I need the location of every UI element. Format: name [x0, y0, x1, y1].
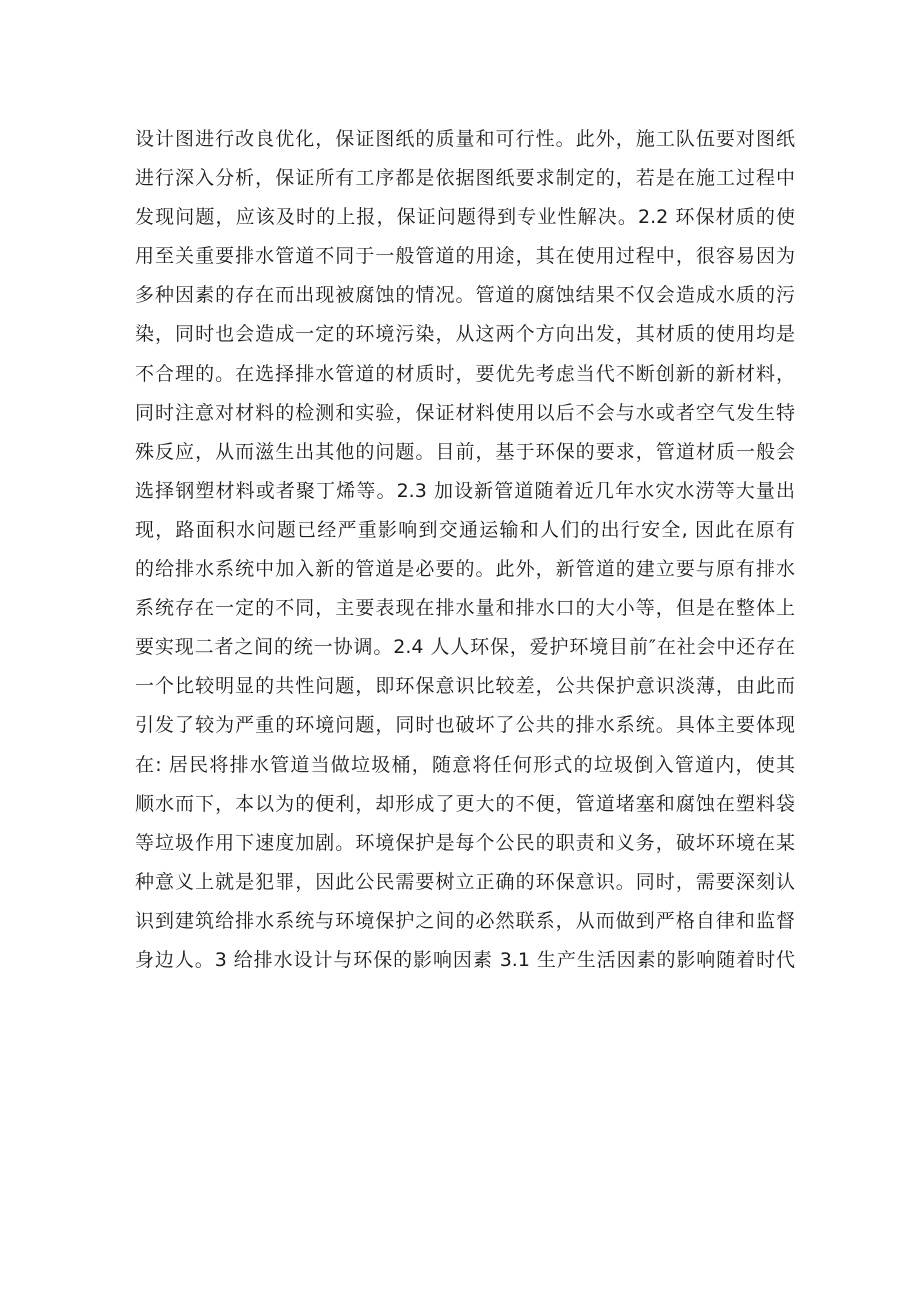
text-line-19: 等垃圾作用下速度加剧。环境保护是每个公民的职责和义务，破坏环境在某 [135, 831, 795, 854]
body-text [135, 120, 795, 980]
text-line-6: 染，同时也会造成一定的环境污染，从这两个方向出发，其材质的使用均是 [135, 323, 795, 346]
text-line-17: 在: 居民将排水管道当做垃圾桶，随意将任何形式的垃圾倒入管道内，使其 [135, 753, 795, 776]
text-line-14: 要实现二者之间的统一协调。2.4 人人环保，爱护环境目前″在社会中还存在 [135, 636, 795, 659]
text-line-22: 身边人。3 给排水设计与环保的影响因素 3.1 生产生活因素的影响随着时代 [135, 948, 795, 971]
text-line-12: 的给排水系统中加入新的管道是必要的。此外，新管道的建立要与原有排水 [135, 558, 795, 581]
text-line-20: 种意义上就是犯罪，因此公民需要树立正确的环保意识。同时，需要深刻认 [135, 870, 795, 893]
text-line-1: 设计图进行改良优化，保证图纸的质量和可行性。此外，施工队伍要对图纸 [135, 128, 795, 150]
text-line-8: 同时注意对材料的检测和实验，保证材料使用以后不会与水或者空气发生特 [135, 401, 795, 424]
text-line-18: 顺水而下，本以为的便利，却形成了更大的不便，管道堵塞和腐蚀在塑料袋 [135, 792, 795, 815]
text-line-7: 不合理的。在选择排水管道的材质时，要优先考虑当代不断创新的新材料， [135, 362, 795, 385]
text-line-10: 选择钢塑材料或者聚丁烯等。2.3 加设新管道随着近几年水灾水涝等大量出 [135, 479, 795, 502]
text-line-9: 殊反应，从而滋生出其他的问题。目前，基于环保的要求，管道材质一般会 [135, 440, 795, 463]
text-line-5: 多种因素的存在而出现被腐蚀的情况。管道的腐蚀结果不仅会造成水质的污 [135, 284, 795, 307]
text-line-21: 识到建筑给排水系统与环境保护之间的必然联系，从而做到严格自律和监督 [135, 909, 795, 932]
text-line-15: 一个比较明显的共性问题，即环保意识比较差，公共保护意识淡薄，由此而 [135, 675, 795, 698]
text-line-16: 引发了较为严重的环境问题，同时也破坏了公共的排水系统。具体主要体现 [135, 714, 795, 737]
text-line-3: 发现问题，应该及时的上报，保证问题得到专业性解决。2.2 环保材质的使 [135, 206, 795, 229]
text-line-2: 进行深入分析，保证所有工序都是依据图纸要求制定的，若是在施工过程中 [135, 167, 795, 190]
text-line-4: 用至关重要排水管道不同于一般管道的用途，其在使用过程中，很容易因为 [135, 245, 795, 268]
text-line-13: 系统存在一定的不同，主要表现在排水量和排水口的大小等，但是在整体上 [135, 597, 795, 620]
text-line-11: 现，路面积水问题已经严重影响到交通运输和人们的出行安全, 因此在原有 [135, 518, 795, 541]
